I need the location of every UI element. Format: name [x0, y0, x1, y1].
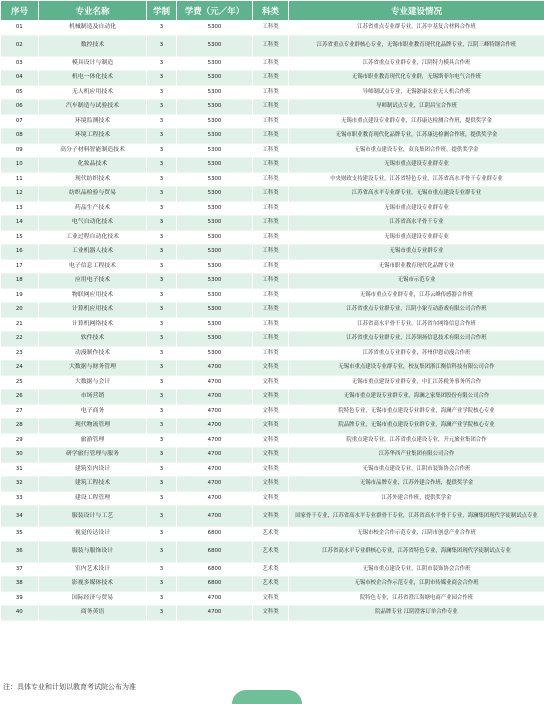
table-row	[1, 85, 544, 100]
table-row	[1, 129, 544, 144]
cell-fee: 4700	[177, 506, 253, 527]
cell-fee: 6800	[177, 541, 253, 562]
table-row	[1, 245, 544, 260]
table-row	[1, 274, 544, 289]
table-row	[1, 527, 544, 542]
cell-no: 38	[1, 577, 39, 592]
cell-fee: 4700	[177, 606, 253, 621]
cell-type: 艺术类	[253, 541, 289, 562]
cell-fee: 5300	[177, 332, 253, 347]
cell-fee: 5300	[177, 230, 253, 245]
header-fee: 学费（元／年）	[177, 1, 253, 21]
cell-type: 艺术类	[253, 527, 289, 542]
cell-no: 24	[1, 361, 39, 376]
cell-major-name: 建筑室内设计	[39, 462, 147, 477]
header-name: 专业名称	[39, 1, 147, 21]
cell-type: 工科类	[253, 21, 289, 36]
cell-desc: 无锡市重点建设专业群专业	[289, 158, 544, 173]
cell-no: 31	[1, 462, 39, 477]
cell-years: 3	[147, 448, 177, 463]
cell-years: 3	[147, 577, 177, 592]
cell-no: 40	[1, 606, 39, 621]
cell-major-name: 无人机应用技术	[39, 85, 147, 100]
cell-fee: 5300	[177, 85, 253, 100]
cell-fee: 5300	[177, 317, 253, 332]
cell-no: 05	[1, 85, 39, 100]
cell-years: 3	[147, 346, 177, 361]
cell-fee: 5300	[177, 158, 253, 173]
cell-years: 3	[147, 259, 177, 274]
cell-no: 01	[1, 21, 39, 36]
cell-major-name: 大数据与财务管理	[39, 361, 147, 376]
cell-no: 34	[1, 506, 39, 527]
table-row	[1, 158, 544, 173]
table-row	[1, 143, 544, 158]
cell-type: 文科类	[253, 419, 289, 434]
footnote: 注：具体专业和计划以教育考试院公布为准	[3, 682, 136, 692]
cell-type: 文科类	[253, 506, 289, 527]
table-row	[1, 346, 544, 361]
cell-years: 3	[147, 35, 177, 56]
cell-no: 15	[1, 230, 39, 245]
cell-type: 工科类	[253, 216, 289, 231]
cell-fee: 4700	[177, 591, 253, 606]
cell-desc: 江苏外建合作班，提供奖学金	[289, 491, 544, 506]
table-row	[1, 477, 544, 492]
cell-type: 文科类	[253, 591, 289, 606]
cell-fee: 5300	[177, 21, 253, 36]
cell-fee: 4700	[177, 361, 253, 376]
cell-years: 3	[147, 606, 177, 621]
table-row	[1, 100, 544, 115]
table-row	[1, 259, 544, 274]
cell-no: 19	[1, 288, 39, 303]
cell-years: 3	[147, 114, 177, 129]
cell-no: 30	[1, 448, 39, 463]
cell-major-name: 服装与服饰设计	[39, 541, 147, 562]
cell-years: 3	[147, 187, 177, 202]
cell-years: 3	[147, 332, 177, 347]
cell-major-name: 建筑工程技术	[39, 477, 147, 492]
cell-type: 艺术类	[253, 577, 289, 592]
cell-fee: 4700	[177, 404, 253, 419]
cell-desc: 院特色专业，江苏省澄江海塘电商产业园合作班	[289, 591, 544, 606]
cell-no: 29	[1, 433, 39, 448]
cell-type: 工科类	[253, 274, 289, 289]
cell-years: 3	[147, 274, 177, 289]
cell-type: 工科类	[253, 332, 289, 347]
cell-years: 3	[147, 562, 177, 577]
cell-major-name: 大数据与会计	[39, 375, 147, 390]
table-row	[1, 491, 544, 506]
cell-type: 工科类	[253, 303, 289, 318]
cell-type: 文科类	[253, 606, 289, 621]
cell-major-name: 研学旅行管理与服务	[39, 448, 147, 463]
cell-major-name: 模具设计与制造	[39, 56, 147, 71]
cell-desc: 无锡市校企合作示范专业，江阴市传媒业商会合作班	[289, 577, 544, 592]
cell-years: 3	[147, 462, 177, 477]
cell-desc: 江苏省重点专业群核心专业，无锡市职业教育现代化品牌专业，江阴三峰特钢合作班	[289, 35, 544, 56]
cell-years: 3	[147, 100, 177, 115]
cell-fee: 4700	[177, 462, 253, 477]
cell-desc: 中央财政支持建设专业，江苏省特色专业，江苏省高水平骨干专业群专业	[289, 172, 544, 187]
cell-type: 工科类	[253, 172, 289, 187]
cell-desc: 国家骨干专业，江苏省高水平专业群骨干专业，江苏省高水平骨干专业，海澜集团现代学徒制试点专业	[289, 506, 544, 527]
cell-type: 文科类	[253, 491, 289, 506]
table-row	[1, 562, 544, 577]
cell-fee: 6800	[177, 562, 253, 577]
table-row	[1, 172, 544, 187]
cell-type: 文科类	[253, 375, 289, 390]
cell-major-name: 室内艺术设计	[39, 562, 147, 577]
cell-no: 12	[1, 187, 39, 202]
cell-fee: 5300	[177, 216, 253, 231]
cell-major-name: 软件技术	[39, 332, 147, 347]
cell-major-name: 物联网应用技术	[39, 288, 147, 303]
cell-fee: 5300	[177, 114, 253, 129]
cell-fee: 4700	[177, 448, 253, 463]
cell-major-name: 工业过程自动化技术	[39, 230, 147, 245]
cell-no: 16	[1, 245, 39, 260]
cell-desc: 导师制试点专业，无锡浙康农业无人机合作班	[289, 85, 544, 100]
cell-desc: 江苏省高水平专业群专业，无锡市重点建设专业群专业	[289, 187, 544, 202]
cell-major-name: 环境监测技术	[39, 114, 147, 129]
cell-no: 37	[1, 562, 39, 577]
cell-major-name: 国际经济与贸易	[39, 591, 147, 606]
cell-years: 3	[147, 201, 177, 216]
cell-desc: 江苏省重点专业群专业，江苏领扬信息技术有限公司合作班	[289, 332, 544, 347]
cell-fee: 5300	[177, 143, 253, 158]
cell-fee: 5300	[177, 303, 253, 318]
cell-fee: 6800	[177, 527, 253, 542]
cell-type: 文科类	[253, 404, 289, 419]
cell-fee: 5300	[177, 172, 253, 187]
cell-years: 3	[147, 85, 177, 100]
cell-major-name: 数控技术	[39, 35, 147, 56]
cell-type: 工科类	[253, 158, 289, 173]
cell-fee: 5300	[177, 201, 253, 216]
cell-fee: 5300	[177, 100, 253, 115]
table-row	[1, 71, 544, 86]
cell-years: 3	[147, 361, 177, 376]
cell-years: 3	[147, 491, 177, 506]
cell-major-name: 纺织品检验与贸易	[39, 187, 147, 202]
cell-desc: 无锡市职业教育现代化专业群，无锡斯菲尔电气合作班	[289, 71, 544, 86]
cell-type: 工科类	[253, 346, 289, 361]
cell-type: 工科类	[253, 129, 289, 144]
cell-major-name: 市场营销	[39, 390, 147, 405]
cell-years: 3	[147, 143, 177, 158]
cell-desc: 无锡市校企合作示范专业，江阴市创意产业合作班	[289, 527, 544, 542]
header-row	[1, 1, 544, 21]
cell-type: 工科类	[253, 85, 289, 100]
cell-major-name: 建设工程管理	[39, 491, 147, 506]
table-row	[1, 317, 544, 332]
cell-major-name: 电子商务	[39, 404, 147, 419]
cell-fee: 4700	[177, 433, 253, 448]
cell-desc: 无锡市职业教育现代化品牌专业，江苏康达检测合作班，提供奖学金	[289, 129, 544, 144]
cell-type: 工科类	[253, 201, 289, 216]
cell-major-name: 计算机网络技术	[39, 317, 147, 332]
cell-no: 20	[1, 303, 39, 318]
cell-fee: 4700	[177, 477, 253, 492]
cell-type: 工科类	[253, 245, 289, 260]
cell-type: 文科类	[253, 433, 289, 448]
table-row	[1, 361, 544, 376]
cell-no: 26	[1, 390, 39, 405]
cell-major-name: 工业机器人技术	[39, 245, 147, 260]
table-row	[1, 541, 544, 562]
table-row	[1, 591, 544, 606]
table-row	[1, 404, 544, 419]
cell-desc: 江苏省重点专业群专业，江阴特力模具合作班	[289, 56, 544, 71]
cell-no: 22	[1, 332, 39, 347]
cell-major-name: 商务英语	[39, 606, 147, 621]
cell-major-name: 机电一体化技术	[39, 71, 147, 86]
cell-no: 07	[1, 114, 39, 129]
table-row	[1, 216, 544, 231]
cell-major-name: 化妆品技术	[39, 158, 147, 173]
cell-years: 3	[147, 71, 177, 86]
cell-desc: 江苏省高水平骨干专业，江苏省尔网络信息合作班	[289, 317, 544, 332]
cell-fee: 5300	[177, 71, 253, 86]
cell-no: 23	[1, 346, 39, 361]
cell-type: 工科类	[253, 114, 289, 129]
cell-desc: 无锡市重点建设专业群专业，校友集团浙江衡信科技有限公司合作	[289, 361, 544, 376]
cell-fee: 4700	[177, 491, 253, 506]
cell-desc: 无锡市示范专业	[289, 274, 544, 289]
cell-years: 3	[147, 158, 177, 173]
header-type: 科类	[253, 1, 289, 21]
cell-fee: 4700	[177, 390, 253, 405]
cell-fee: 6800	[177, 577, 253, 592]
table-row	[1, 230, 544, 245]
cell-type: 工科类	[253, 317, 289, 332]
cell-desc: 无锡市重点建设专业，江阴市装饰协会合作班	[289, 562, 544, 577]
table-row	[1, 606, 544, 621]
cell-fee: 5300	[177, 35, 253, 56]
cell-desc: 院特色专业，无锡市重点建设专业群专业，海澜产业学院核心专业	[289, 404, 544, 419]
cell-major-name: 环境工程技术	[39, 129, 147, 144]
cell-years: 3	[147, 172, 177, 187]
cell-type: 工科类	[253, 56, 289, 71]
table-row	[1, 201, 544, 216]
table-row	[1, 288, 544, 303]
cell-no: 27	[1, 404, 39, 419]
cell-desc: 无锡市重点专业群专业	[289, 245, 544, 260]
cell-no: 14	[1, 216, 39, 231]
cell-desc: 无锡市重点建设专业群专业	[289, 201, 544, 216]
cell-type: 工科类	[253, 35, 289, 56]
cell-fee: 5300	[177, 274, 253, 289]
decorative-arc	[232, 690, 302, 704]
cell-type: 工科类	[253, 230, 289, 245]
cell-desc: 江苏省重点专业群专业，苏州伊恩动漫合作班	[289, 346, 544, 361]
cell-no: 18	[1, 274, 39, 289]
cell-major-name: 电子信息工程技术	[39, 259, 147, 274]
cell-desc: 无锡市重点建设专业群专业，中汇江苏税务事务所合作	[289, 375, 544, 390]
table-row	[1, 56, 544, 71]
cell-type: 工科类	[253, 143, 289, 158]
cell-major-name: 计算机应用技术	[39, 303, 147, 318]
cell-no: 03	[1, 56, 39, 71]
cell-no: 21	[1, 317, 39, 332]
cell-type: 工科类	[253, 259, 289, 274]
cell-years: 3	[147, 216, 177, 231]
cell-major-name: 动漫制作技术	[39, 346, 147, 361]
cell-major-name: 现代物流管理	[39, 419, 147, 434]
cell-type: 工科类	[253, 100, 289, 115]
table-row	[1, 419, 544, 434]
cell-no: 13	[1, 201, 39, 216]
cell-type: 艺术类	[253, 562, 289, 577]
cell-desc: 江苏省高水平骨干专业	[289, 216, 544, 231]
cell-type: 工科类	[253, 187, 289, 202]
table-row	[1, 577, 544, 592]
cell-years: 3	[147, 433, 177, 448]
header-no: 序号	[1, 1, 39, 21]
cell-years: 3	[147, 288, 177, 303]
cell-fee: 5300	[177, 259, 253, 274]
cell-no: 11	[1, 172, 39, 187]
table-row	[1, 114, 544, 129]
cell-desc: 院重点建设专业，江苏省重点建设专业，开元旅业集团合作	[289, 433, 544, 448]
cell-desc: 江苏省重点专业群专业，江苏中基复合材料合作班	[289, 21, 544, 36]
header-years: 学制	[147, 1, 177, 21]
cell-fee: 5300	[177, 56, 253, 71]
cell-no: 32	[1, 477, 39, 492]
table-row	[1, 375, 544, 390]
cell-years: 3	[147, 527, 177, 542]
cell-desc: 无锡市重点建设专业群专业，江苏康达检测合作班，提供奖学金	[289, 114, 544, 129]
cell-years: 3	[147, 21, 177, 36]
cell-years: 3	[147, 541, 177, 562]
cell-no: 02	[1, 35, 39, 56]
cell-major-name: 服装设计与工艺	[39, 506, 147, 527]
cell-fee: 5300	[177, 187, 253, 202]
cell-years: 3	[147, 419, 177, 434]
cell-years: 3	[147, 591, 177, 606]
table-row	[1, 21, 544, 36]
cell-type: 文科类	[253, 477, 289, 492]
cell-years: 3	[147, 230, 177, 245]
table-row	[1, 433, 544, 448]
cell-years: 3	[147, 506, 177, 527]
table-row	[1, 390, 544, 405]
table-row	[1, 187, 544, 202]
cell-desc: 院品牌专业，无锡市重点建设专业群专业，海澜产业学院核心专业	[289, 419, 544, 434]
table-row	[1, 448, 544, 463]
cell-no: 33	[1, 491, 39, 506]
table-row	[1, 332, 544, 347]
cell-type: 工科类	[253, 288, 289, 303]
cell-type: 文科类	[253, 448, 289, 463]
cell-desc: 无锡市重点建设专业群专业	[289, 230, 544, 245]
cell-fee: 5300	[177, 129, 253, 144]
cell-fee: 4700	[177, 419, 253, 434]
cell-desc: 无锡市重点建设专业，双良集团合作班，提供奖学金	[289, 143, 544, 158]
cell-desc: 江苏华西产业集团有限公司合作	[289, 448, 544, 463]
cell-no: 17	[1, 259, 39, 274]
cell-type: 工科类	[253, 71, 289, 86]
cell-years: 3	[147, 303, 177, 318]
cell-no: 36	[1, 541, 39, 562]
cell-years: 3	[147, 56, 177, 71]
cell-desc: 无锡市重点建设专业，江阴市装饰协会合作班	[289, 462, 544, 477]
cell-years: 3	[147, 404, 177, 419]
table-row	[1, 35, 544, 56]
cell-major-name: 机械制造及自动化	[39, 21, 147, 36]
cell-major-name: 视觉传达设计	[39, 527, 147, 542]
cell-no: 25	[1, 375, 39, 390]
cell-desc: 院品牌专业 江阴澄客订单合作专业	[289, 606, 544, 621]
cell-no: 28	[1, 419, 39, 434]
cell-no: 04	[1, 71, 39, 86]
cell-desc: 江苏省重点专业群专业，江阴小象互动游戏有限公司合作班	[289, 303, 544, 318]
cell-years: 3	[147, 375, 177, 390]
cell-no: 09	[1, 143, 39, 158]
cell-years: 3	[147, 477, 177, 492]
cell-type: 文科类	[253, 361, 289, 376]
cell-desc: 无锡市重点专业群专业，江苏云峰传感器合作班	[289, 288, 544, 303]
cell-fee: 5300	[177, 346, 253, 361]
table-row	[1, 506, 544, 527]
cell-major-name: 现代纺织技术	[39, 172, 147, 187]
cell-fee: 5300	[177, 288, 253, 303]
cell-no: 06	[1, 100, 39, 115]
cell-type: 文科类	[253, 462, 289, 477]
cell-major-name: 高分子材料智能制造技术	[39, 143, 147, 158]
cell-major-name: 电气自动化技术	[39, 216, 147, 231]
cell-major-name: 影视多媒体技术	[39, 577, 147, 592]
cell-no: 39	[1, 591, 39, 606]
cell-years: 3	[147, 390, 177, 405]
cell-years: 3	[147, 129, 177, 144]
cell-fee: 4700	[177, 375, 253, 390]
cell-type: 文科类	[253, 390, 289, 405]
cell-desc: 导师制试点专业，江阴昌宝合作班	[289, 100, 544, 115]
table-row	[1, 303, 544, 318]
cell-fee: 5300	[177, 245, 253, 260]
cell-major-name: 汽车制造与试验技术	[39, 100, 147, 115]
header-desc: 专业建设情况	[289, 1, 544, 21]
cell-major-name: 药品生产技术	[39, 201, 147, 216]
cell-no: 08	[1, 129, 39, 144]
cell-desc: 江苏省高水平专业群核心专业，江苏省特色专业，海澜集团现代学徒制试点专业	[289, 541, 544, 562]
cell-major-name: 应用电子技术	[39, 274, 147, 289]
cell-desc: 无锡市重点建设专业群专业，海澜之家集团股份有限公司合作	[289, 390, 544, 405]
cell-years: 3	[147, 317, 177, 332]
cell-desc: 无锡市品牌专业，江苏外建合作班，提供奖学金	[289, 477, 544, 492]
cell-major-name: 旅游管理	[39, 433, 147, 448]
table-row	[1, 462, 544, 477]
cell-years: 3	[147, 245, 177, 260]
cell-no: 35	[1, 527, 39, 542]
cell-desc: 无锡市职业教育现代化品牌专业	[289, 259, 544, 274]
cell-no: 10	[1, 158, 39, 173]
